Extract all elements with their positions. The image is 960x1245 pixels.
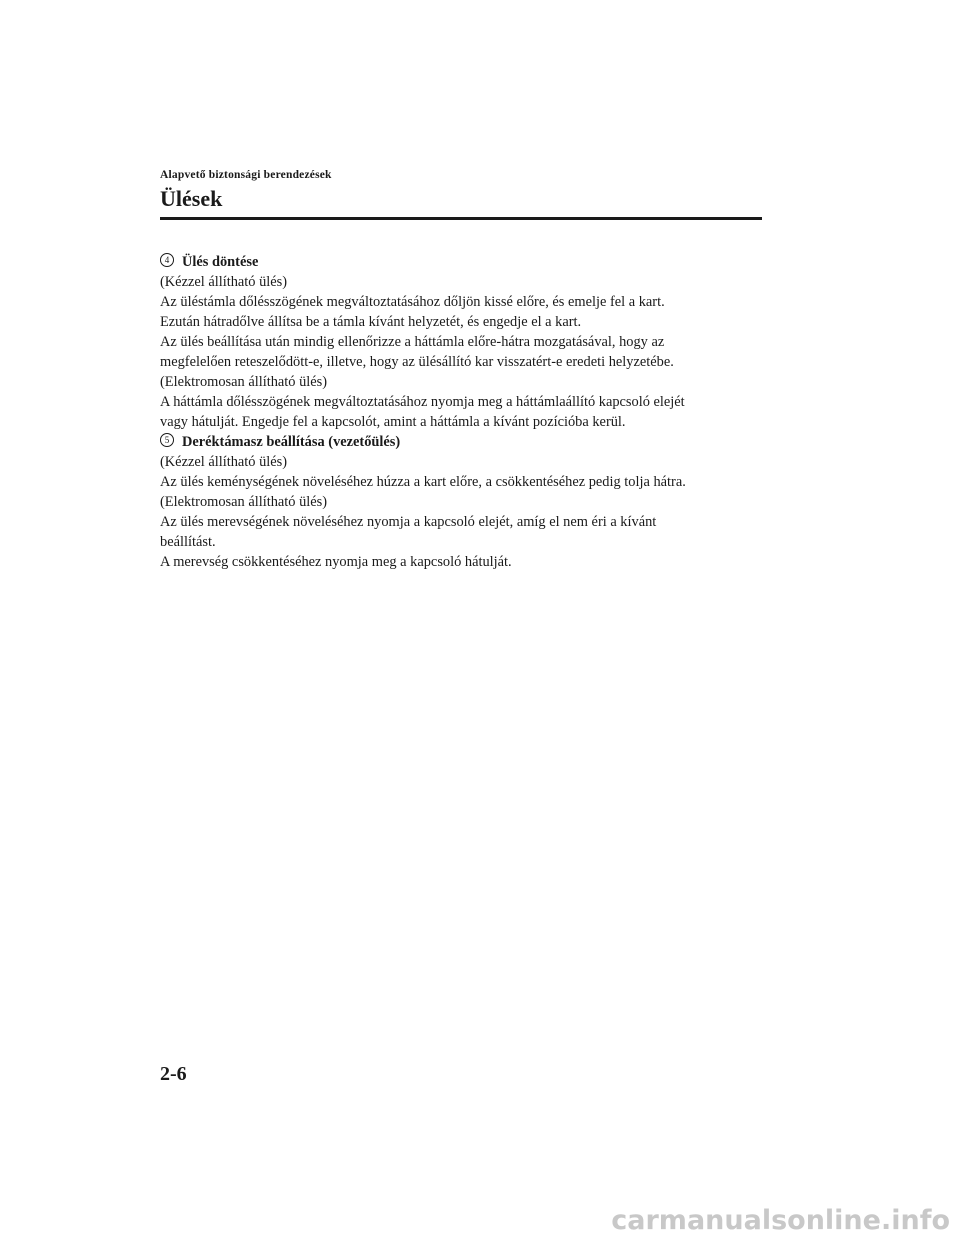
item-heading: [160, 252, 762, 272]
paragraph-line: (Elektromosan állítható ülés): [160, 494, 328, 510]
circled-number-5-icon: 5: [160, 433, 174, 447]
page-number: 2-6: [160, 1063, 187, 1085]
paragraph-line: beállítást.: [160, 534, 216, 550]
item-heading-text: Ülés döntése: [182, 254, 259, 270]
section-label: Alapvető biztonsági berendezések: [160, 169, 332, 181]
item-heading-text: Deréktámasz beállítása (vezetőülés): [182, 434, 401, 450]
paragraph-line: Az ülés keménységének növeléséhez húzza a kart előre, a csökkentéséhez pedig tolja hátra.: [160, 474, 686, 490]
paragraph-line: (Elektromosan állítható ülés): [160, 374, 328, 390]
paragraph-line: (Kézzel állítható ülés): [160, 454, 288, 470]
page-content: [160, 252, 762, 572]
chapter-title: Ülések: [160, 186, 223, 211]
paragraph-line: vagy hátulját. Engedje fel a kapcsolót, amint a háttámla a kívánt pozícióba kerül.: [160, 414, 626, 430]
item-lumbar-support: [160, 432, 762, 572]
paragraph-line: Az üléstámla dőlésszögének megváltoztatásához dőljön kissé előre, és emelje fel a kart.: [160, 294, 665, 310]
item-heading: [160, 432, 762, 452]
circled-number-4-icon: 4: [160, 253, 174, 267]
paragraph-line: Ezután hátradőlve állítsa be a támla kívánt helyzetét, és engedje el a kart.: [160, 314, 582, 330]
paragraph-line: A háttámla dőlésszögének megváltoztatásához nyomja meg a háttámlaállító kapcsoló elejét: [160, 394, 685, 410]
header-divider: [160, 217, 762, 220]
paragraph-line: megfelelően reteszelődött-e, illetve, hogy az ülésállító kar visszatért-e eredeti helyzetébe.: [160, 354, 674, 370]
paragraph-line: Az ülés merevségének növeléséhez nyomja a kapcsoló elejét, amíg el nem éri a kívánt: [160, 514, 657, 530]
page-header: [160, 168, 762, 220]
paragraph-line: A merevség csökkentéséhez nyomja meg a kapcsoló hátulját.: [160, 554, 512, 570]
watermark: carmanualsonline.info: [611, 1205, 950, 1236]
item-seat-recline: [160, 252, 762, 432]
paragraph-line: Az ülés beállítása után mindig ellenőrizze a háttámla előre-hátra mozgatásával, hogy az: [160, 334, 665, 350]
paragraph-line: (Kézzel állítható ülés): [160, 274, 288, 290]
